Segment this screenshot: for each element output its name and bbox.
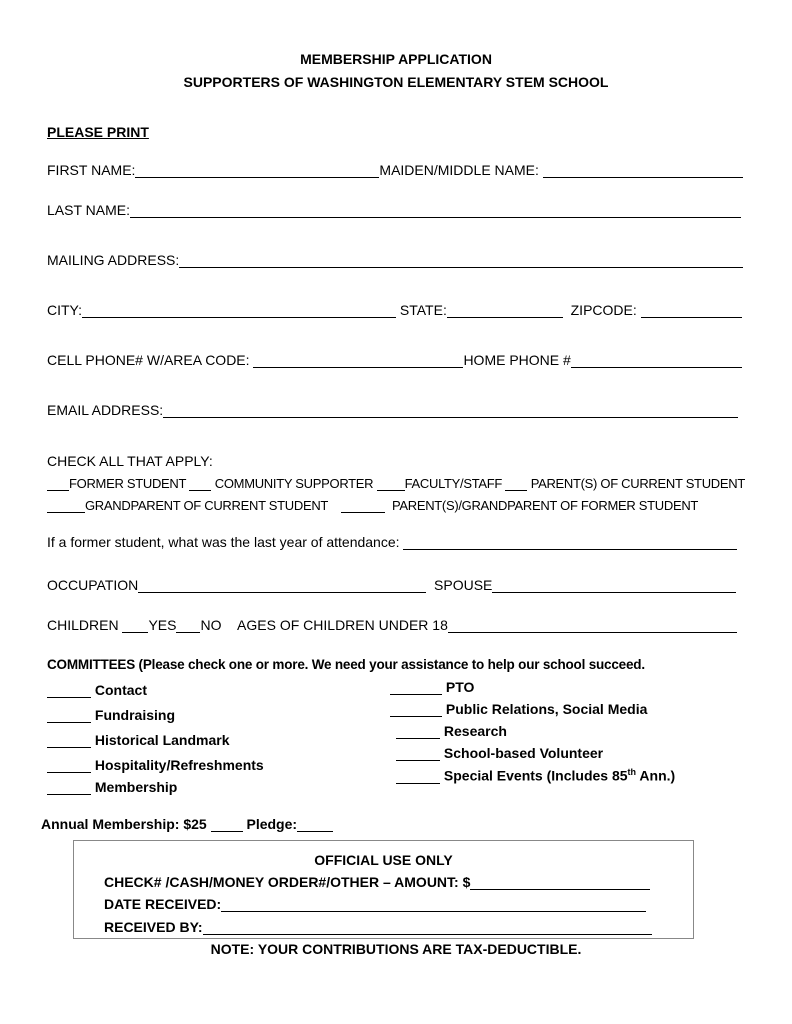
first-name-label: FIRST NAME: [47,162,136,178]
committee-check[interactable] [390,702,442,717]
pledge-field[interactable] [297,817,333,832]
option-label: FORMER STUDENT [69,476,187,491]
amount-field[interactable] [470,875,650,890]
committee-check[interactable] [390,680,442,695]
committee-check[interactable] [396,746,440,761]
check-row-2 [47,498,698,513]
email-row [47,402,738,418]
option-label: COMMUNITY SUPPORTER [214,476,374,491]
option-label: FACULTY/STAFF [404,476,503,491]
committee-label: School-based Volunteer [443,745,604,761]
occupation-field[interactable] [138,578,426,593]
former-year-row [47,534,737,550]
children-yes-check[interactable] [122,618,148,633]
check-grandparent-current[interactable] [47,498,85,513]
state-label: STATE: [399,302,447,318]
occupation-label: OCCUPATION [47,577,139,593]
committee-membership [47,779,177,795]
committee-check[interactable] [47,733,91,748]
spouse-field[interactable] [492,578,736,593]
city-field[interactable] [82,303,396,318]
former-year-field[interactable] [403,535,737,550]
spouse-label: SPOUSE [434,577,493,593]
committee-public-relations [390,701,647,717]
committee-label: Fundraising [94,707,176,723]
committee-check[interactable] [47,708,91,723]
committee-label: Public Relations, Social Media [445,701,648,717]
first-name-row [47,162,743,178]
city-label: CITY: [47,302,83,318]
committee-check[interactable] [47,780,91,795]
official-received-row [104,919,652,935]
superscript-th: th [627,767,637,777]
maiden-name-label: MAIDEN/MIDDLE NAME: [379,162,539,178]
check-former-student[interactable] [47,476,69,491]
received-by-field[interactable] [203,920,652,935]
city-row [47,302,742,318]
check-heading: CHECK ALL THAT APPLY: [47,453,213,469]
committee-label: Research [443,723,507,739]
zip-label: ZIPCODE: [570,302,637,318]
committee-check[interactable] [396,769,440,784]
children-no-check[interactable] [176,618,200,633]
committee-check[interactable] [47,758,91,773]
committee-special-events [396,767,675,784]
mailing-address-label: MAILING ADDRESS: [47,252,180,268]
form-title: MEMBERSHIP APPLICATION [300,51,492,67]
check-community-supporter[interactable] [189,476,211,491]
option-label: GRANDPARENT OF CURRENT STUDENT [85,498,329,513]
check-faculty-staff[interactable] [377,476,405,491]
date-received-label: DATE RECEIVED: [104,896,222,912]
official-amount-row [104,874,650,890]
committee-historical [47,732,230,748]
children-row [47,617,737,633]
official-use-title: OFFICIAL USE ONLY [314,852,453,868]
ages-field[interactable] [448,618,737,633]
committee-label: Contact [94,682,148,698]
yes-label: YES [148,617,177,633]
option-label: PARENT(S) OF CURRENT STUDENT [530,476,745,491]
occupation-row [47,577,736,593]
special-events-text: Special Events (Includes 85 [443,767,628,784]
pledge-label: Pledge: [246,816,298,832]
committee-label: Historical Landmark [94,732,230,748]
date-received-field[interactable] [221,897,646,912]
last-name-label: LAST NAME: [47,202,130,218]
committee-hospitality [47,757,264,773]
annual-membership-check[interactable] [211,817,243,832]
official-date-row [104,896,646,912]
committee-label: Hospitality/Refreshments [94,757,264,773]
committee-pto [390,679,474,695]
option-label: PARENT(S)/GRANDPARENT OF FORMER STUDENT [391,498,699,513]
phone-row [47,352,742,368]
no-label: NO [200,617,222,633]
check-parent-grandparent-former[interactable] [341,498,385,513]
committee-volunteer [396,745,603,761]
check-row-1 [47,476,761,491]
home-phone-label: HOME PHONE # [463,352,571,368]
please-print-label: PLEASE PRINT [47,124,149,140]
committee-contact [47,682,147,698]
received-by-label: RECEIVED BY: [104,919,203,935]
form-subtitle: SUPPORTERS OF WASHINGTON ELEMENTARY STEM SCHOOL [183,74,609,90]
committee-check[interactable] [47,683,91,698]
email-label: EMAIL ADDRESS: [47,402,164,418]
committee-check[interactable] [396,724,440,739]
cell-phone-field[interactable] [253,353,463,368]
amount-label: CHECK# /CASH/MONEY ORDER#/OTHER – AMOUNT: $ [104,874,471,890]
committee-research [396,723,507,739]
mailing-address-field[interactable] [179,253,743,268]
ages-label: AGES OF CHILDREN UNDER 18 [237,617,448,633]
check-parent-current[interactable] [505,476,527,491]
home-phone-field[interactable] [571,353,742,368]
mailing-row [47,252,743,268]
annual-membership-row [41,816,333,832]
zip-field[interactable] [641,303,742,318]
former-year-label: If a former student, what was the last year of attendance: [47,534,400,550]
committees-heading: COMMITTEES (Please check one or more. We need your assistance to help our school succeed. [47,657,645,672]
last-name-field[interactable] [130,203,741,218]
state-field[interactable] [447,303,563,318]
cell-phone-label: CELL PHONE# W/AREA CODE: [47,352,250,368]
children-label: CHILDREN [47,617,119,633]
committee-fundraising [47,707,175,723]
maiden-name-field[interactable] [543,163,743,178]
special-events-suffix: Ann.) [639,767,676,784]
committee-label: Membership [94,779,178,795]
annual-membership-label: Annual Membership: $25 [41,816,207,832]
committee-label: PTO [445,679,475,695]
last-name-row [47,202,741,218]
first-name-field[interactable] [135,163,379,178]
tax-note: NOTE: YOUR CONTRIBUTIONS ARE TAX-DEDUCTIBLE. [210,941,582,957]
email-field[interactable] [163,403,738,418]
committee-label [444,767,675,784]
